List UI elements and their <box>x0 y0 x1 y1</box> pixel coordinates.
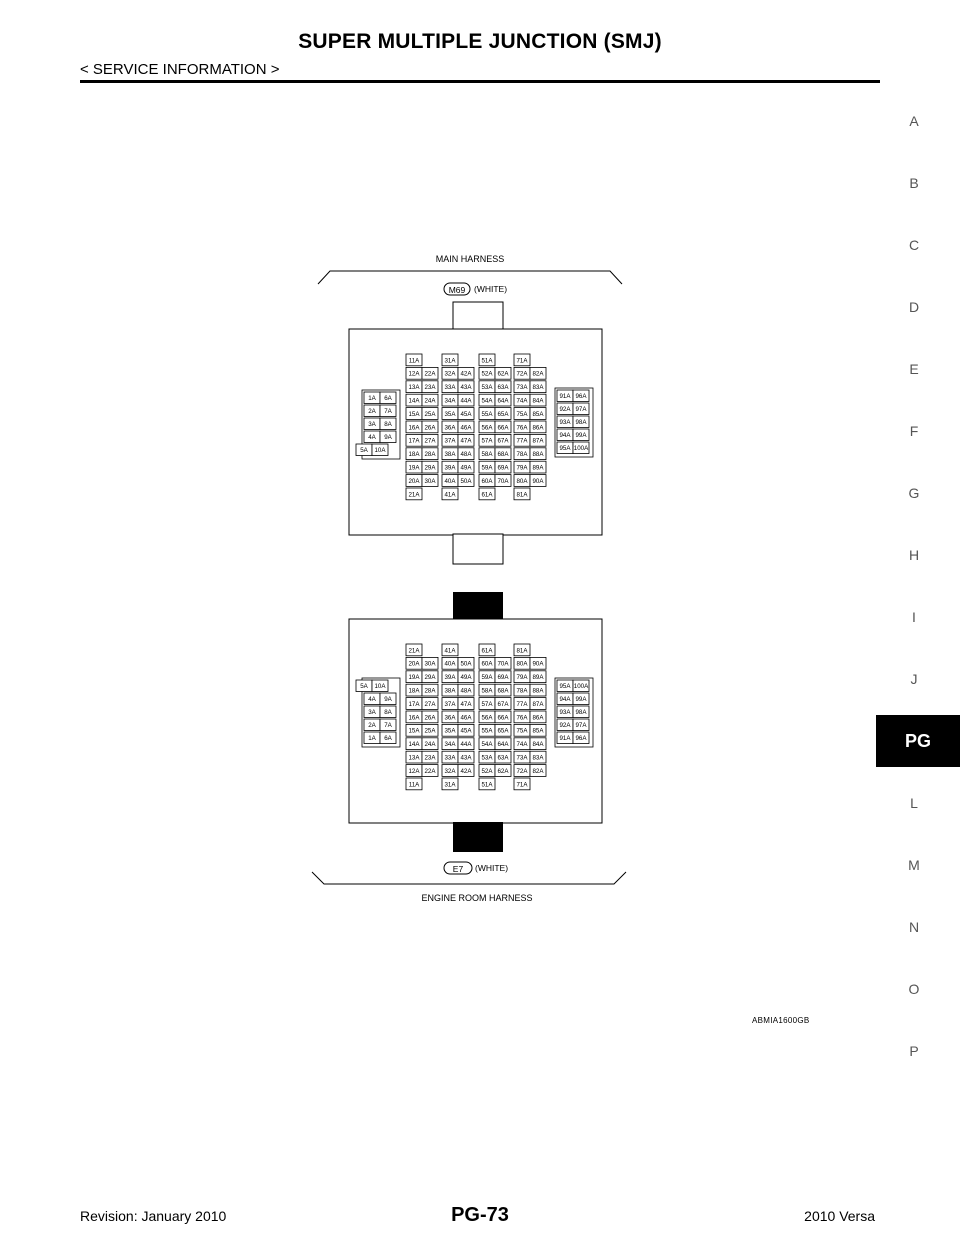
pin-label: 92A <box>559 722 571 729</box>
pin-label: 75A <box>516 727 528 735</box>
pin-label: 14A <box>408 397 420 405</box>
e7-connector-id: E7 <box>452 864 464 874</box>
pin-label: 81A <box>516 647 528 655</box>
pin-label: 72A <box>516 370 528 378</box>
pin-label: 48A <box>460 687 472 695</box>
pin-label: 69A <box>497 674 509 682</box>
m69-bottom-tab <box>453 534 503 564</box>
pin-label: 46A <box>460 714 472 722</box>
pin-label: 54A <box>481 741 493 749</box>
section-tab-i[interactable]: I <box>912 609 916 625</box>
pin-label: 9A <box>384 696 392 703</box>
pin-label: 79A <box>516 674 528 682</box>
pin-label: 34A <box>444 741 456 749</box>
pin-label: 35A <box>444 410 456 418</box>
pin-label: 30A <box>424 477 436 485</box>
pin-label: 55A <box>481 727 493 735</box>
page-title: SUPER MULTIPLE JUNCTION (SMJ) <box>298 30 662 53</box>
pin-label: 65A <box>497 727 509 735</box>
main-harness-bracket <box>318 271 622 284</box>
pin-label: 78A <box>516 687 528 695</box>
pin-label: 70A <box>497 477 509 485</box>
pin-label: 72A <box>516 767 528 775</box>
section-tab-active[interactable]: PG <box>876 715 960 767</box>
pin-label: 12A <box>408 370 420 378</box>
pin-label: 55A <box>481 410 493 418</box>
pin-label: 81A <box>516 491 528 499</box>
pin-label: 20A <box>408 660 420 668</box>
pin-label: 85A <box>532 410 544 418</box>
pin-label: 54A <box>481 397 493 405</box>
pin-label: 1A <box>368 735 376 742</box>
pin-label: 3A <box>368 709 376 716</box>
pin-label: 46A <box>460 424 472 432</box>
pin-label: 89A <box>532 674 544 682</box>
pin-label: 43A <box>460 384 472 392</box>
pin-label: 47A <box>460 700 472 708</box>
pin-label: 5A <box>360 683 368 690</box>
pin-label: 49A <box>460 464 472 472</box>
pin-label: 77A <box>516 437 528 445</box>
pin-label: 92A <box>559 406 571 413</box>
pin-label: 98A <box>575 709 587 716</box>
pin-label: 14A <box>408 741 420 749</box>
pin-label: 24A <box>424 397 436 405</box>
pin-label: 21A <box>408 647 420 655</box>
pin-label: 5A <box>360 447 368 454</box>
pin-label: 25A <box>424 727 436 735</box>
pin-label: 60A <box>481 660 493 668</box>
pin-label: 17A <box>408 700 420 708</box>
pin-label: 85A <box>532 727 544 735</box>
pin-label: 50A <box>460 477 472 485</box>
pin-label: 51A <box>481 357 493 365</box>
pin-label: 67A <box>497 437 509 445</box>
pin-label: 22A <box>424 767 436 775</box>
pin-label: 51A <box>481 781 493 789</box>
section-tab-n[interactable]: N <box>908 919 920 935</box>
model-text: 2010 Versa <box>804 1208 875 1224</box>
pin-label: 82A <box>532 370 544 378</box>
pin-label: 93A <box>559 419 571 426</box>
section-tab-b[interactable]: B <box>909 175 919 191</box>
engine-room-harness-label: ENGINE ROOM HARNESS <box>421 893 533 903</box>
pin-label: 76A <box>516 714 528 722</box>
pin-label: 33A <box>444 384 456 392</box>
pin-label: 71A <box>516 781 528 789</box>
section-breadcrumb[interactable]: < SERVICE INFORMATION > <box>80 61 280 78</box>
pin-label: 82A <box>532 767 544 775</box>
pin-label: 24A <box>424 741 436 749</box>
pin-label: 63A <box>497 384 509 392</box>
pin-label: 26A <box>424 424 436 432</box>
pin-label: 57A <box>481 700 493 708</box>
pin-label: 79A <box>516 464 528 472</box>
pin-label: 17A <box>408 437 420 445</box>
pin-label: 8A <box>384 421 392 428</box>
pin-label: 86A <box>532 424 544 432</box>
pin-label: 11A <box>408 781 420 789</box>
pin-label: 12A <box>408 767 420 775</box>
pin-label: 28A <box>424 451 436 459</box>
pin-label: 70A <box>497 660 509 668</box>
pin-label: 40A <box>444 477 456 485</box>
pin-label: 47A <box>460 437 472 445</box>
pin-label: 36A <box>444 714 456 722</box>
pin-label: 39A <box>444 674 456 682</box>
pin-label: 56A <box>481 424 493 432</box>
pin-label: 89A <box>532 464 544 472</box>
pin-label: 32A <box>444 370 456 378</box>
pin-label: 15A <box>408 727 420 735</box>
section-tab-m[interactable]: M <box>908 857 920 873</box>
pin-label: 7A <box>384 722 392 729</box>
pin-label: 50A <box>460 660 472 668</box>
e7-connector-color: (WHITE) <box>475 863 509 873</box>
pin-label: 84A <box>532 741 544 749</box>
pin-label: 60A <box>481 477 493 485</box>
pin-label: 10A <box>374 683 386 690</box>
pin-label: 57A <box>481 437 493 445</box>
page-number: PG-73 <box>451 1204 509 1226</box>
pin-label: 8A <box>384 709 392 716</box>
pin-label: 66A <box>497 714 509 722</box>
pin-label: 40A <box>444 660 456 668</box>
pin-label: 21A <box>408 491 420 499</box>
pin-label: 19A <box>408 464 420 472</box>
pin-label: 84A <box>532 397 544 405</box>
pin-label: 13A <box>408 384 420 392</box>
pin-label: 45A <box>460 410 472 418</box>
pin-label: 7A <box>384 408 392 415</box>
pin-label: 37A <box>444 437 456 445</box>
pin-label: 68A <box>497 451 509 459</box>
pin-label: 80A <box>516 477 528 485</box>
pin-label: 28A <box>424 687 436 695</box>
pin-label: 99A <box>575 696 587 703</box>
pin-label: 4A <box>368 696 376 703</box>
pin-label: 87A <box>532 700 544 708</box>
pin-label: 45A <box>460 727 472 735</box>
pin-label: 20A <box>408 477 420 485</box>
pin-label: 16A <box>408 424 420 432</box>
section-tab-l[interactable]: L <box>910 795 918 811</box>
pin-label: 53A <box>481 754 493 762</box>
main-harness-label: MAIN HARNESS <box>435 254 505 264</box>
pin-label: 52A <box>481 767 493 775</box>
pin-label: 61A <box>481 491 493 499</box>
pin-label: 34A <box>444 397 456 405</box>
pin-label: 94A <box>559 432 571 439</box>
pin-label: 58A <box>481 451 493 459</box>
pin-label: 53A <box>481 384 493 392</box>
pin-label: 48A <box>460 451 472 459</box>
pin-label: 31A <box>444 781 456 789</box>
pin-label: 97A <box>575 722 587 729</box>
pin-label: 32A <box>444 767 456 775</box>
pin-label: 91A <box>559 735 571 742</box>
engine-harness-bracket <box>312 872 626 884</box>
figure-content <box>312 254 626 903</box>
pin-label: 26A <box>424 714 436 722</box>
pin-label: 43A <box>460 754 472 762</box>
pin-label: 15A <box>408 410 420 418</box>
pin-label: 38A <box>444 687 456 695</box>
pin-label: 38A <box>444 451 456 459</box>
pin-label: 3A <box>368 421 376 428</box>
pin-label: 64A <box>497 397 509 405</box>
pin-label: 96A <box>575 735 587 742</box>
pin-label: 64A <box>497 741 509 749</box>
pin-label: 30A <box>424 660 436 668</box>
pin-label: 91A <box>559 393 571 400</box>
pin-label: 58A <box>481 687 493 695</box>
section-tab-a[interactable]: A <box>909 113 919 129</box>
pin-label: 95A <box>559 683 571 690</box>
pin-label: 56A <box>481 714 493 722</box>
pin-label: 77A <box>516 700 528 708</box>
pin-label: 90A <box>532 477 544 485</box>
pin-label: 10A <box>374 447 386 454</box>
pin-label: 62A <box>497 370 509 378</box>
pin-label: 74A <box>516 741 528 749</box>
pin-label: 42A <box>460 767 472 775</box>
pin-label: 73A <box>516 384 528 392</box>
pin-label: 94A <box>559 696 571 703</box>
pin-label: 67A <box>497 700 509 708</box>
pin-label: 39A <box>444 464 456 472</box>
e7-top-tab <box>453 592 503 620</box>
pin-label: 75A <box>516 410 528 418</box>
section-tab-p[interactable]: P <box>909 1043 919 1059</box>
pin-label: 90A <box>532 660 544 668</box>
revision-text: Revision: January 2010 <box>80 1208 227 1224</box>
pin-label: 88A <box>532 687 544 695</box>
pin-label: 35A <box>444 727 456 735</box>
pin-label: 63A <box>497 754 509 762</box>
pin-label: 98A <box>575 419 587 426</box>
pin-label: 65A <box>497 410 509 418</box>
pin-label: 59A <box>481 464 493 472</box>
pin-label: 27A <box>424 437 436 445</box>
section-tab-c[interactable]: C <box>908 237 920 253</box>
pin-label: 37A <box>444 700 456 708</box>
pin-label: 44A <box>460 741 472 749</box>
pin-label: 2A <box>368 408 376 415</box>
pin-label: 71A <box>516 357 528 365</box>
pin-label: 2A <box>368 722 376 729</box>
pin-label: 73A <box>516 754 528 762</box>
pin-label: 95A <box>559 445 571 452</box>
pin-label: 74A <box>516 397 528 405</box>
section-tab-o[interactable]: O <box>908 981 920 997</box>
pin-label: 68A <box>497 687 509 695</box>
pin-label: 29A <box>424 674 436 682</box>
pin-label: 62A <box>497 767 509 775</box>
pin-label: 83A <box>532 754 544 762</box>
pin-label: 61A <box>481 647 493 655</box>
pin-label: 18A <box>408 687 420 695</box>
pin-label: 100A <box>573 683 589 690</box>
pin-label: 100A <box>573 445 589 452</box>
section-tab-h[interactable]: H <box>908 547 920 563</box>
e7-bottom-tab <box>453 822 503 852</box>
section-tab-d[interactable]: D <box>908 299 920 315</box>
pin-label: 87A <box>532 437 544 445</box>
pin-label: 86A <box>532 714 544 722</box>
pin-label: 41A <box>444 491 456 499</box>
pin-label: 44A <box>460 397 472 405</box>
pin-label: 52A <box>481 370 493 378</box>
pin-label: 23A <box>424 754 436 762</box>
pin-label: 66A <box>497 424 509 432</box>
pin-label: 31A <box>444 357 456 365</box>
section-tab-e[interactable]: E <box>909 361 919 377</box>
m69-connector-color: (WHITE) <box>474 284 508 294</box>
pin-label: 99A <box>575 432 587 439</box>
pin-label: 4A <box>368 434 376 441</box>
pin-label: 6A <box>384 395 392 402</box>
pin-label: 19A <box>408 674 420 682</box>
pin-label: 97A <box>575 406 587 413</box>
pin-label: 96A <box>575 393 587 400</box>
pin-label: 80A <box>516 660 528 668</box>
pin-label: 29A <box>424 464 436 472</box>
pin-label: 83A <box>532 384 544 392</box>
pin-label: 59A <box>481 674 493 682</box>
pin-label: 42A <box>460 370 472 378</box>
pin-label: 76A <box>516 424 528 432</box>
pin-label: 22A <box>424 370 436 378</box>
section-tab-j[interactable]: J <box>910 671 918 687</box>
pin-label: 41A <box>444 647 456 655</box>
pin-label: 25A <box>424 410 436 418</box>
pin-label: 23A <box>424 384 436 392</box>
section-tab-g[interactable]: G <box>908 485 920 501</box>
pin-label: 93A <box>559 709 571 716</box>
pin-label: 36A <box>444 424 456 432</box>
pin-label: 9A <box>384 434 392 441</box>
pin-label: 33A <box>444 754 456 762</box>
pin-label: 16A <box>408 714 420 722</box>
figure-id: ABMIA1600GB <box>752 1016 810 1025</box>
pin-label: 27A <box>424 700 436 708</box>
m69-top-tab <box>453 302 503 330</box>
pin-label: 1A <box>368 395 376 402</box>
pin-label: 13A <box>408 754 420 762</box>
m69-connector-id: M69 <box>448 285 466 295</box>
pin-label: 11A <box>408 357 420 365</box>
pin-label: 69A <box>497 464 509 472</box>
pin-label: 78A <box>516 451 528 459</box>
pin-label: 6A <box>384 735 392 742</box>
pin-label: 18A <box>408 451 420 459</box>
pin-label: 88A <box>532 451 544 459</box>
pin-label: 49A <box>460 674 472 682</box>
section-tab-f[interactable]: F <box>909 423 919 439</box>
